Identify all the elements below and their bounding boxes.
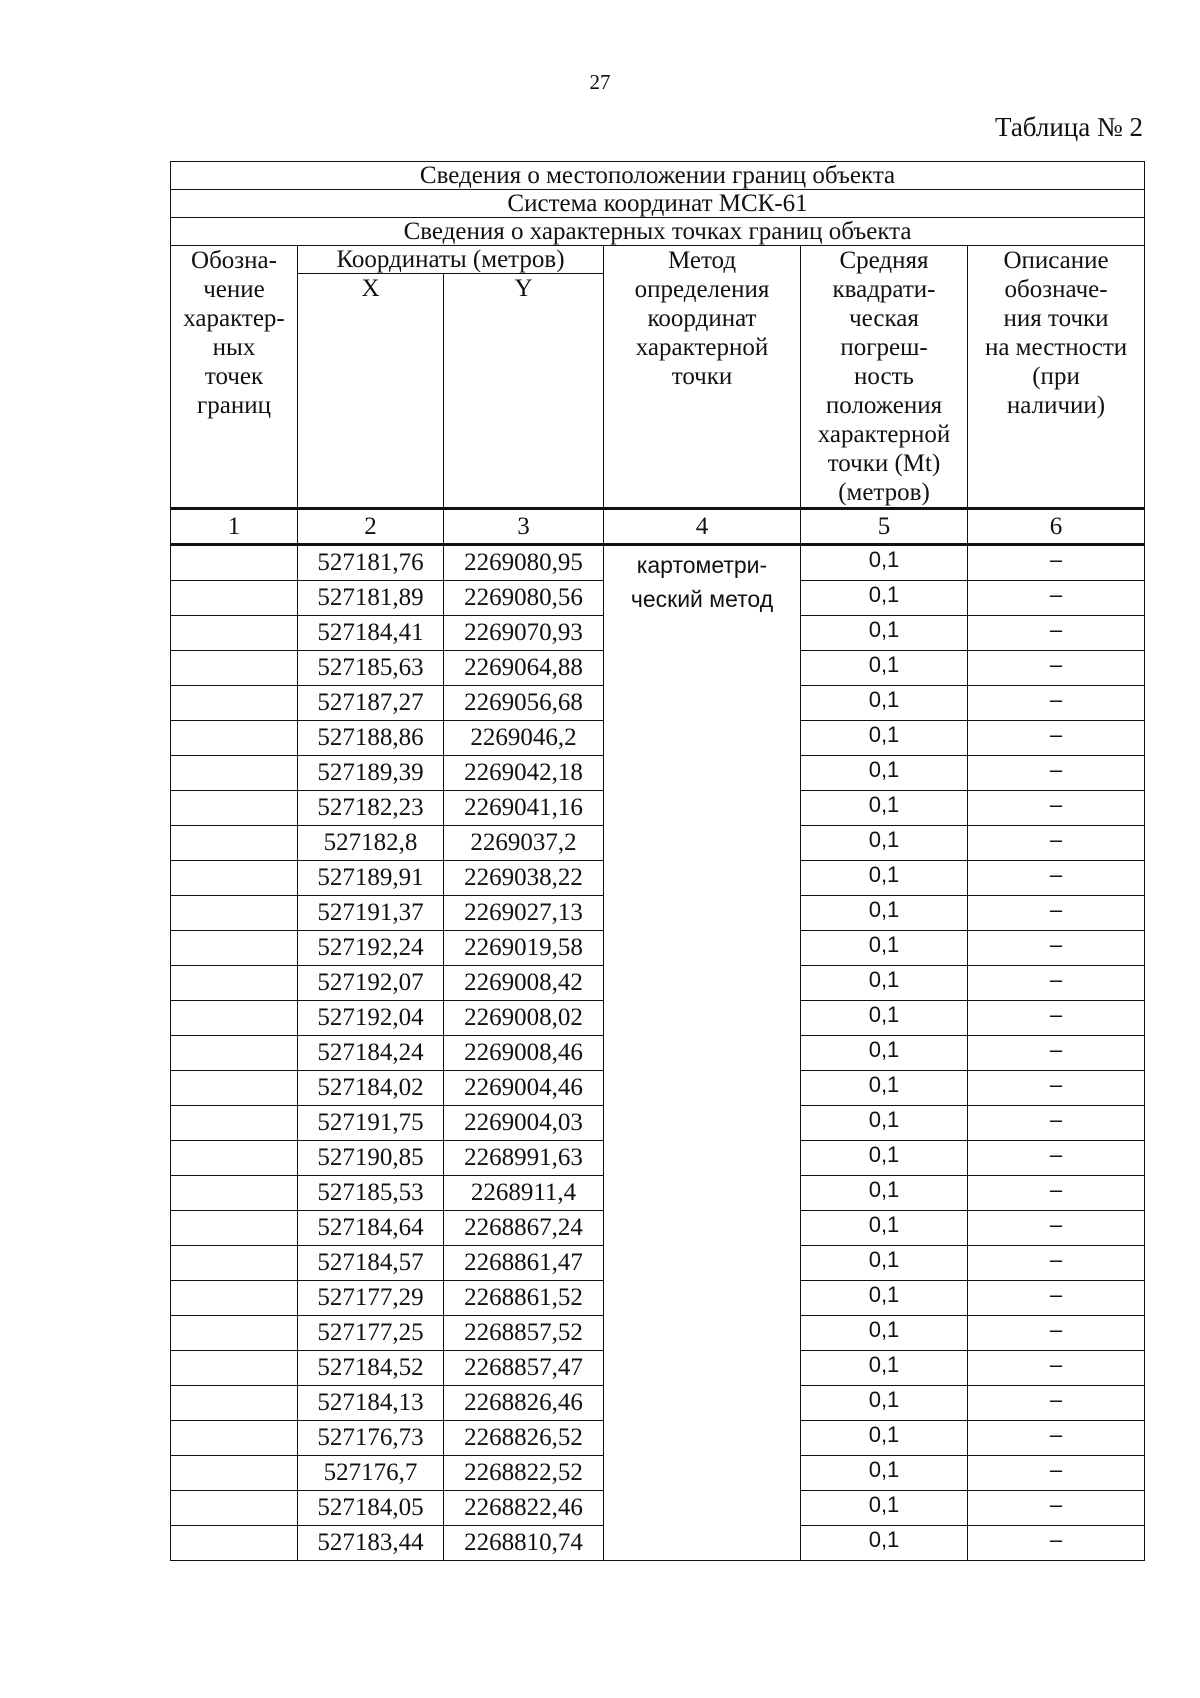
x-coordinate-cell: 527189,91 [298, 861, 444, 896]
error-cell: 0,1 [801, 545, 968, 581]
y-coordinate-cell: 2268861,47 [444, 1246, 604, 1281]
error-cell: 0,1 [801, 1001, 968, 1036]
x-coordinate-cell: 527176,73 [298, 1421, 444, 1456]
error-cell: 0,1 [801, 1211, 968, 1246]
point-label-cell [171, 1141, 298, 1176]
error-cell: 0,1 [801, 931, 968, 966]
description-cell: – [968, 931, 1145, 966]
point-label-cell [171, 581, 298, 616]
y-coordinate-cell: 2268822,52 [444, 1456, 604, 1491]
column-number: 1 [171, 509, 298, 545]
y-coordinate-cell: 2269056,68 [444, 686, 604, 721]
description-cell: – [968, 1211, 1145, 1246]
description-cell: – [968, 581, 1145, 616]
header-point-label-text: Обозна- чение характер- ных точек границ [183, 247, 285, 419]
table-title-location: Сведения о местоположении границ объекта [171, 162, 1145, 190]
point-label-cell [171, 1211, 298, 1246]
y-coordinate-cell: 2268991,63 [444, 1141, 604, 1176]
point-label-cell [171, 1176, 298, 1211]
description-cell: – [968, 756, 1145, 791]
header-coordinates-text: Координаты (метров) [336, 246, 565, 273]
header-description [968, 246, 1145, 509]
table-title-coordinate-system: Система координат МСК-61 [171, 190, 1145, 218]
page-number: 27 [589, 70, 611, 94]
point-label-cell [171, 826, 298, 861]
error-cell: 0,1 [801, 826, 968, 861]
x-coordinate-cell: 527189,39 [298, 756, 444, 791]
y-coordinate-cell: 2268867,24 [444, 1211, 604, 1246]
error-cell: 0,1 [801, 1386, 968, 1421]
point-label-cell [171, 1036, 298, 1071]
description-cell: – [968, 896, 1145, 931]
error-cell: 0,1 [801, 1106, 968, 1141]
y-coordinate-cell: 2268861,52 [444, 1281, 604, 1316]
y-coordinate-cell: 2269070,93 [444, 616, 604, 651]
error-cell: 0,1 [801, 791, 968, 826]
x-coordinate-cell: 527181,89 [298, 581, 444, 616]
point-label-cell [171, 1281, 298, 1316]
point-label-cell [171, 1456, 298, 1491]
column-number: 2 [298, 509, 444, 545]
x-coordinate-cell: 527184,02 [298, 1071, 444, 1106]
error-cell: 0,1 [801, 1141, 968, 1176]
description-cell: – [968, 1141, 1145, 1176]
x-coordinate-cell: 527176,7 [298, 1456, 444, 1491]
y-coordinate-cell: 2269004,03 [444, 1106, 604, 1141]
column-number: 4 [604, 509, 801, 545]
error-cell: 0,1 [801, 1351, 968, 1386]
description-cell: – [968, 721, 1145, 756]
header-coordinates [298, 246, 604, 274]
x-coordinate-cell: 527181,76 [298, 545, 444, 581]
y-coordinate-cell: 2269080,56 [444, 581, 604, 616]
x-coordinate-cell: 527184,13 [298, 1386, 444, 1421]
point-label-cell [171, 1351, 298, 1386]
y-coordinate-cell: 2269008,46 [444, 1036, 604, 1071]
y-coordinate-cell: 2268857,52 [444, 1316, 604, 1351]
error-cell: 0,1 [801, 1421, 968, 1456]
column-number: 6 [968, 509, 1145, 545]
y-coordinate-cell: 2268826,52 [444, 1421, 604, 1456]
error-cell: 0,1 [801, 966, 968, 1001]
error-cell: 0,1 [801, 616, 968, 651]
header-point-label [171, 246, 298, 509]
description-cell: – [968, 1491, 1145, 1526]
x-coordinate-cell: 527182,8 [298, 826, 444, 861]
point-label-cell [171, 931, 298, 966]
x-coordinate-cell: 527190,85 [298, 1141, 444, 1176]
description-cell: – [968, 1246, 1145, 1281]
header-method-text: Метод определения координат характерной точки [634, 247, 770, 390]
description-cell: – [968, 861, 1145, 896]
error-cell: 0,1 [801, 1491, 968, 1526]
error-cell: 0,1 [801, 686, 968, 721]
y-coordinate-cell: 2269041,16 [444, 791, 604, 826]
table-title-points: Сведения о характерных точках границ объекта [171, 218, 1145, 246]
description-cell: – [968, 1526, 1145, 1561]
x-coordinate-cell: 527191,75 [298, 1106, 444, 1141]
point-label-cell [171, 1491, 298, 1526]
description-cell: – [968, 1176, 1145, 1211]
description-cell: – [968, 616, 1145, 651]
description-cell: – [968, 1421, 1145, 1456]
x-coordinate-cell: 527184,57 [298, 1246, 444, 1281]
point-label-cell [171, 861, 298, 896]
error-cell: 0,1 [801, 1071, 968, 1106]
error-cell: 0,1 [801, 581, 968, 616]
x-coordinate-cell: 527182,23 [298, 791, 444, 826]
x-coordinate-cell: 527184,05 [298, 1491, 444, 1526]
x-coordinate-cell: 527177,25 [298, 1316, 444, 1351]
x-coordinate-cell: 527192,07 [298, 966, 444, 1001]
point-label-cell [171, 1386, 298, 1421]
x-coordinate-cell: 527184,24 [298, 1036, 444, 1071]
error-cell: 0,1 [801, 756, 968, 791]
x-coordinate-cell: 527184,41 [298, 616, 444, 651]
method-cell: картометри- ческий метод [604, 545, 801, 1561]
description-cell: – [968, 1001, 1145, 1036]
description-cell: – [968, 966, 1145, 1001]
y-coordinate-cell: 2269037,2 [444, 826, 604, 861]
error-cell: 0,1 [801, 1176, 968, 1211]
header-description-text: Описание обозначе- ния точки на местности (при наличии) [984, 247, 1128, 419]
x-coordinate-cell: 527191,37 [298, 896, 444, 931]
x-coordinate-cell: 527185,53 [298, 1176, 444, 1211]
y-coordinate-cell: 2268822,46 [444, 1491, 604, 1526]
error-cell: 0,1 [801, 1456, 968, 1491]
error-cell: 0,1 [801, 721, 968, 756]
point-label-cell [171, 1316, 298, 1351]
y-coordinate-cell: 2269042,18 [444, 756, 604, 791]
column-number: 5 [801, 509, 968, 545]
error-cell: 0,1 [801, 861, 968, 896]
error-cell: 0,1 [801, 1526, 968, 1561]
y-coordinate-cell: 2269080,95 [444, 545, 604, 581]
point-label-cell [171, 1246, 298, 1281]
description-cell: – [968, 1456, 1145, 1491]
error-cell: 0,1 [801, 1316, 968, 1351]
point-label-cell [171, 616, 298, 651]
x-coordinate-cell: 527185,63 [298, 651, 444, 686]
point-label-cell [171, 791, 298, 826]
description-cell: – [968, 1036, 1145, 1071]
x-coordinate-cell: 527192,04 [298, 1001, 444, 1036]
y-coordinate-cell: 2268810,74 [444, 1526, 604, 1561]
description-cell: – [968, 545, 1145, 581]
y-coordinate-cell: 2268911,4 [444, 1176, 604, 1211]
table-caption: Таблица № 2 [995, 112, 1143, 142]
y-coordinate-cell: 2269046,2 [444, 721, 604, 756]
y-coordinate-cell: 2269027,13 [444, 896, 604, 931]
error-cell: 0,1 [801, 1036, 968, 1071]
x-coordinate-cell: 527192,24 [298, 931, 444, 966]
description-cell: – [968, 1071, 1145, 1106]
description-cell: – [968, 1106, 1145, 1141]
description-cell: – [968, 1316, 1145, 1351]
x-coordinate-cell: 527188,86 [298, 721, 444, 756]
point-label-cell [171, 1001, 298, 1036]
column-number: 3 [444, 509, 604, 545]
point-label-cell [171, 1421, 298, 1456]
point-label-cell [171, 756, 298, 791]
point-label-cell [171, 1106, 298, 1141]
description-cell: – [968, 1351, 1145, 1386]
x-coordinate-cell: 527184,64 [298, 1211, 444, 1246]
header-x: X [298, 274, 444, 509]
header-y: Y [444, 274, 604, 509]
description-cell: – [968, 826, 1145, 861]
y-coordinate-cell: 2269038,22 [444, 861, 604, 896]
y-coordinate-cell: 2269019,58 [444, 931, 604, 966]
y-coordinate-cell: 2268826,46 [444, 1386, 604, 1421]
y-coordinate-cell: 2269064,88 [444, 651, 604, 686]
y-coordinate-cell: 2268857,47 [444, 1351, 604, 1386]
x-coordinate-cell: 527177,29 [298, 1281, 444, 1316]
description-cell: – [968, 686, 1145, 721]
error-cell: 0,1 [801, 651, 968, 686]
table-row [171, 545, 1145, 581]
error-cell: 0,1 [801, 1246, 968, 1281]
header-error-text: Средняя квадрати- ческая погреш- ность положения характерной точки (Mt) (метров) [817, 247, 951, 506]
y-coordinate-cell: 2269008,02 [444, 1001, 604, 1036]
header-method [604, 246, 801, 509]
header-error [801, 246, 968, 509]
y-coordinate-cell: 2269008,42 [444, 966, 604, 1001]
point-label-cell [171, 651, 298, 686]
error-cell: 0,1 [801, 896, 968, 931]
description-cell: – [968, 791, 1145, 826]
y-coordinate-cell: 2269004,46 [444, 1071, 604, 1106]
x-coordinate-cell: 527183,44 [298, 1526, 444, 1561]
point-label-cell [171, 1071, 298, 1106]
x-coordinate-cell: 527184,52 [298, 1351, 444, 1386]
description-cell: – [968, 651, 1145, 686]
coordinates-table [170, 161, 1145, 1561]
description-cell: – [968, 1281, 1145, 1316]
point-label-cell [171, 545, 298, 581]
point-label-cell [171, 686, 298, 721]
description-cell: – [968, 1386, 1145, 1421]
x-coordinate-cell: 527187,27 [298, 686, 444, 721]
point-label-cell [171, 1526, 298, 1561]
point-label-cell [171, 721, 298, 756]
point-label-cell [171, 966, 298, 1001]
point-label-cell [171, 896, 298, 931]
error-cell: 0,1 [801, 1281, 968, 1316]
